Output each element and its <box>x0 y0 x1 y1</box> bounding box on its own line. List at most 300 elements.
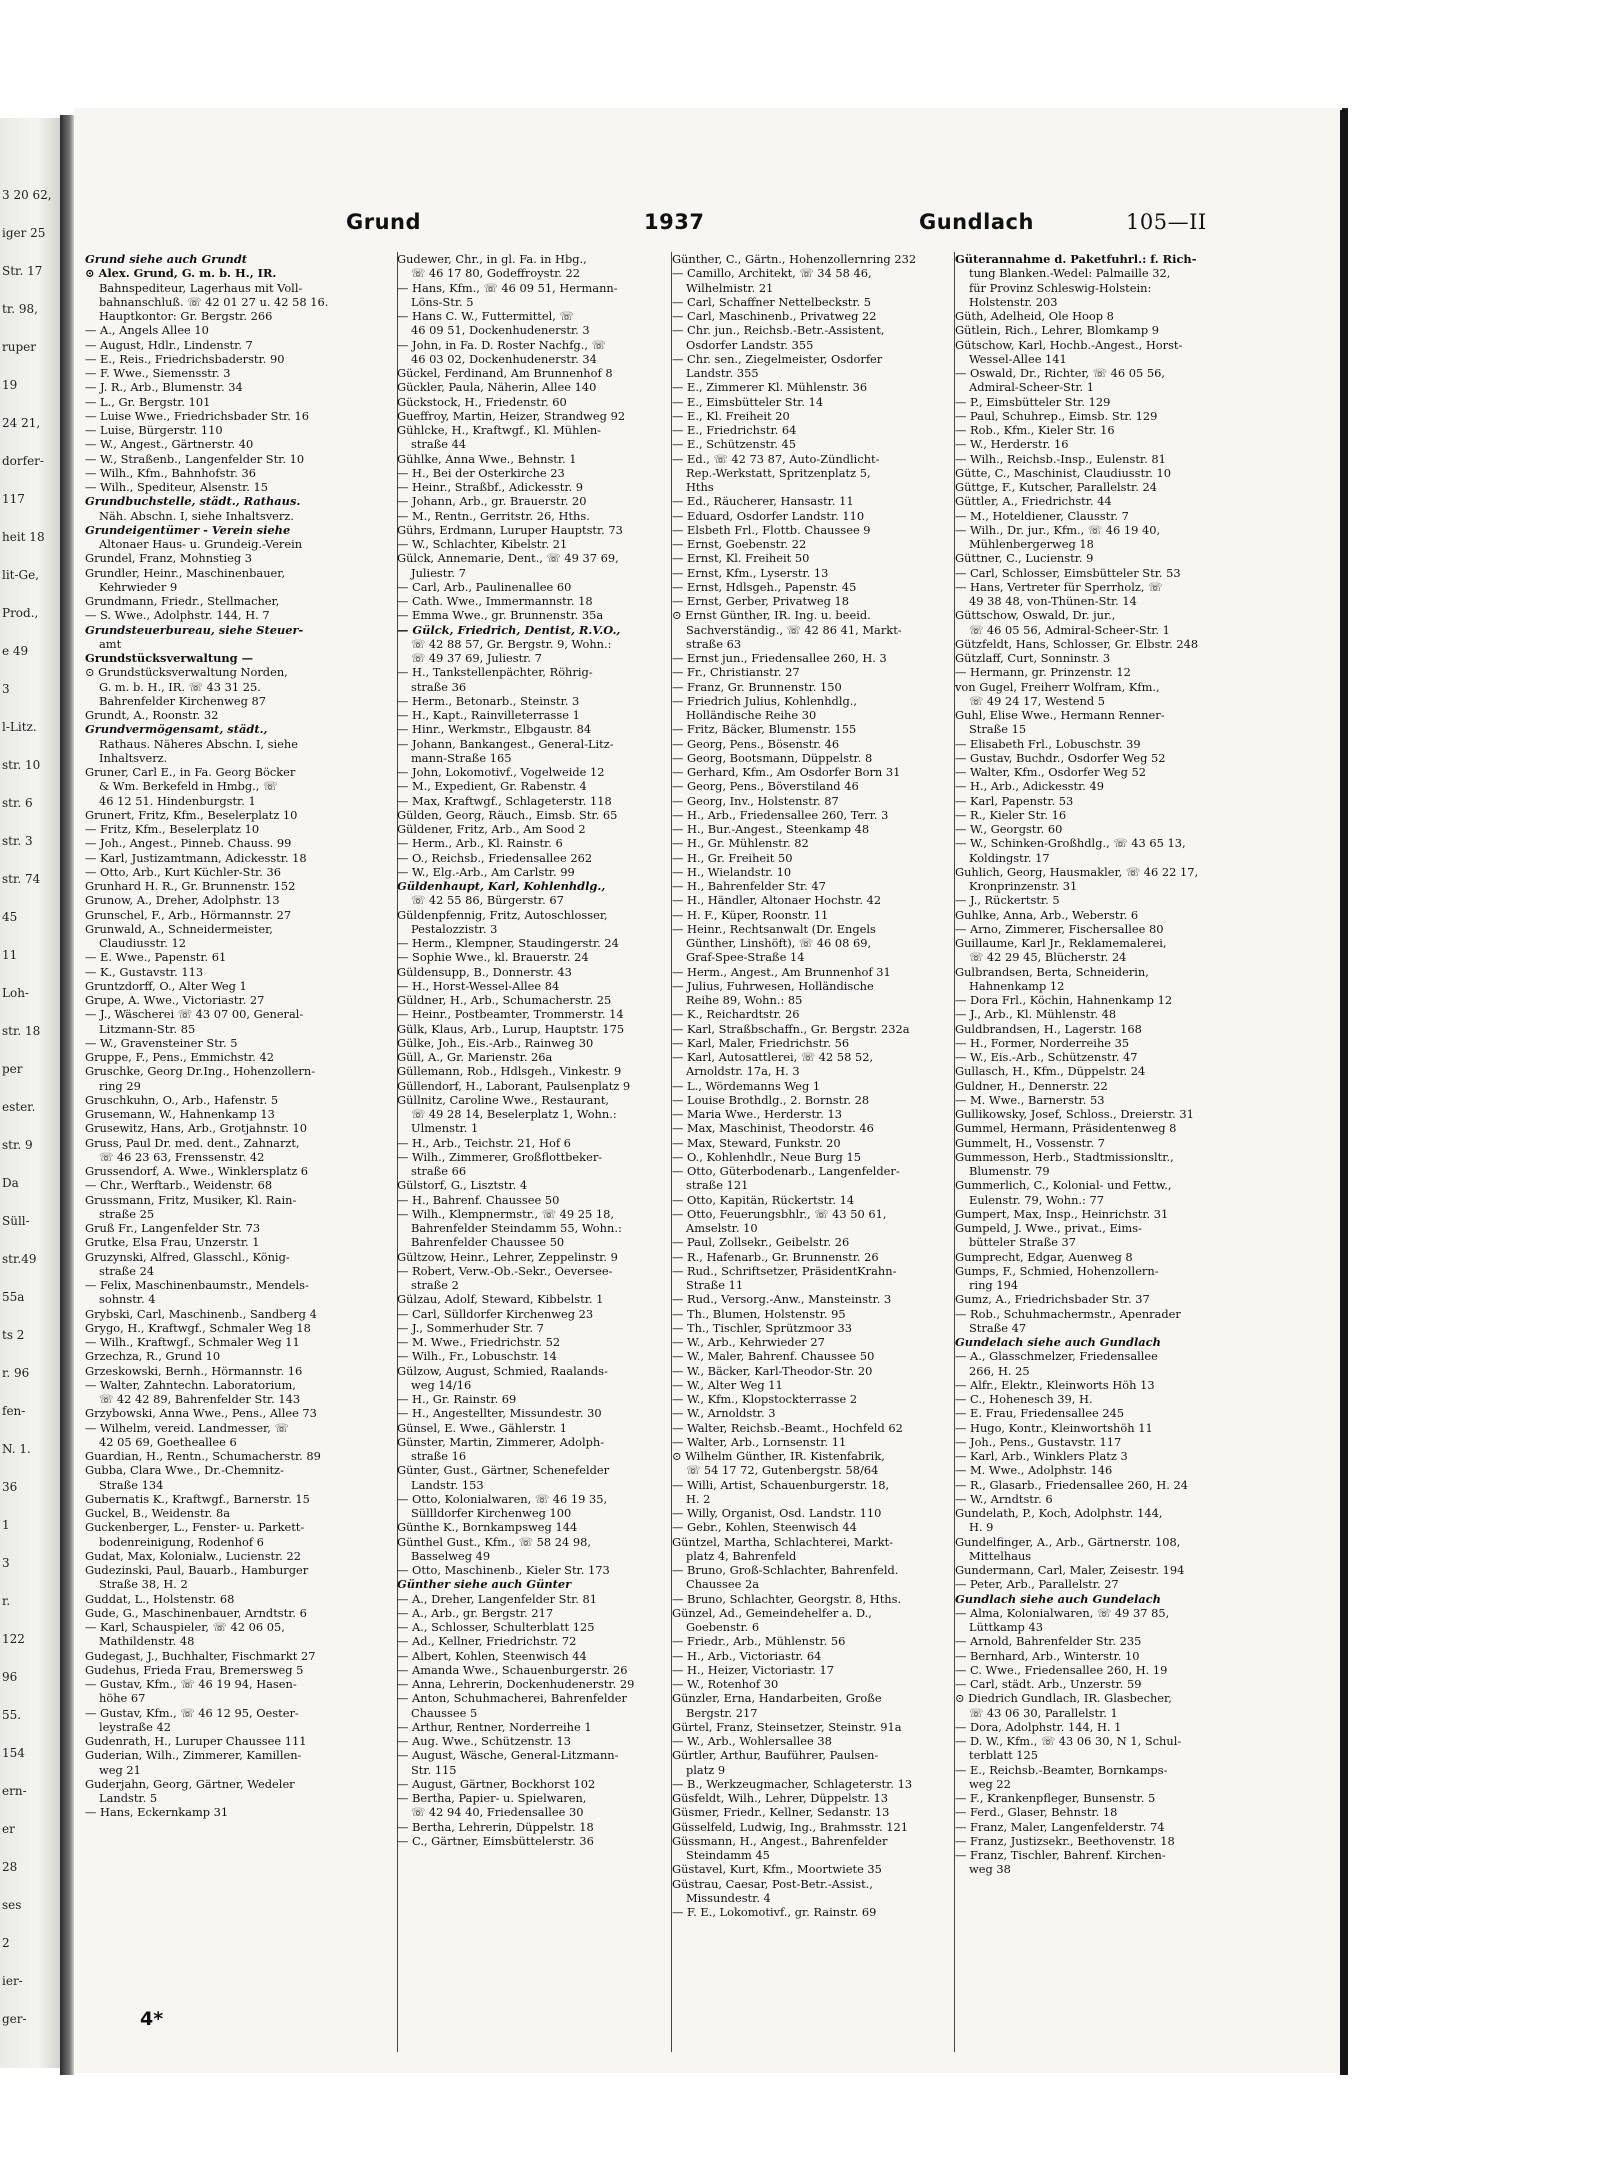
directory-entry-line: — H., Angestellter, Missundestr. 30 <box>397 1406 602 1421</box>
previous-page-fragment: ier- <box>2 1974 23 1988</box>
directory-entry-line: Guddat, L., Holstenstr. 68 <box>85 1591 235 1606</box>
directory-entry-line: Gühlcke, H., Kraftwgf., Kl. Mühlen- <box>397 423 602 437</box>
directory-entry-line: Güldenpfennig, Fritz, Autoschlosser, <box>397 907 608 922</box>
directory-entry-line: straße 25 <box>99 1206 155 1221</box>
book-gutter <box>60 115 74 2075</box>
directory-entry-line: — Anton, Schuhmacherei, Bahrenfelder <box>397 1691 627 1706</box>
directory-entry-line: — M., Expedient, Gr. Rabenstr. 4 <box>397 779 587 794</box>
previous-page-fragment: ester. <box>2 1100 36 1114</box>
directory-entry-line: Grussendorf, A. Wwe., Winklersplatz 6 <box>85 1164 309 1178</box>
directory-entry-line: — Karl, Maler, Friedrichstr. 56 <box>672 1035 850 1050</box>
directory-entry-line: — W., Georgstr. 60 <box>955 822 1063 836</box>
directory-entry-line: — M. Wwe., Friedrichstr. 52 <box>397 1335 561 1349</box>
directory-entry-line: — E., Zimmerer Kl. Mühlenstr. 36 <box>672 380 868 395</box>
directory-entry-line: — J., Wäscherei ☏ 43 07 00, General- <box>85 1007 304 1022</box>
directory-entry-line: — P., Eimsbütteler Str. 129 <box>955 394 1111 409</box>
directory-entry-line: Mathildenstr. 48 <box>99 1634 195 1649</box>
directory-entry-line: — R., Kieler Str. 16 <box>955 807 1067 822</box>
directory-entry-line: Güttler, A., Friedrichstr. 44 <box>955 494 1112 509</box>
directory-entry-line: — Max, Maschinist, Theodorstr. 46 <box>672 1121 874 1136</box>
directory-entry-line: — E., Friedrichstr. 64 <box>672 423 797 437</box>
directory-entry-line: — Bruno, Groß-Schlachter, Bahrenfeld. <box>672 1563 899 1577</box>
directory-entry-line: — W., Herderstr. 16 <box>955 437 1069 452</box>
directory-entry-line: Güterannahme d. Paketfuhrl.: f. Rich- <box>955 252 1197 266</box>
directory-entry-line: — Gustav, Kfm., ☏ 46 12 95, Oester- <box>85 1705 299 1720</box>
directory-entry-line: — Th., Blumen, Holstenstr. 95 <box>672 1306 846 1321</box>
directory-entry-line: Grunert, Fritz, Kfm., Beselerplatz 10 <box>85 807 298 822</box>
directory-entry-line: — Carl, Sülldorfer Kirchenweg 23 <box>397 1306 594 1321</box>
directory-entry-line: — F. E., Lokomotivf., gr. Rainstr. 69 <box>672 1905 877 1919</box>
directory-entry-line: — Aug. Wwe., Schützenstr. 13 <box>397 1734 572 1748</box>
directory-entry-line: — F., Krankenpfleger, Bunsenstr. 5 <box>955 1791 1156 1805</box>
previous-page-fragment: ern- <box>2 1784 27 1798</box>
directory-entry-line: — E., Reis., Friedrichsbaderstr. 90 <box>85 351 285 366</box>
directory-entry-line: — H., Heizer, Victoriastr. 17 <box>672 1662 835 1677</box>
directory-entry-line: Grzybowski, Anna Wwe., Pens., Allee 73 <box>85 1406 317 1421</box>
directory-entry-line: 46 12 51. Hindenburgstr. 1 <box>99 793 256 808</box>
previous-page-fragment: str. 18 <box>2 1024 41 1038</box>
directory-entry-line: — O., Kohlenhdlr., Neue Burg 15 <box>672 1149 861 1164</box>
directory-entry-line: ring 194 <box>969 1278 1019 1292</box>
previous-page-fragment: Süll- <box>2 1214 30 1228</box>
directory-entry-line: Grzeskowski, Bernh., Hörmannstr. 16 <box>85 1363 303 1378</box>
directory-entry-line: — Fritz, Kfm., Beselerplatz 10 <box>85 822 260 836</box>
directory-entry-line: — Johann, Arb., gr. Brauerstr. 20 <box>397 494 587 509</box>
directory-entry-line: — H., Tankstellenpächter, Röhrig- <box>397 665 593 680</box>
directory-entry-line: Gubernatis K., Kraftwgf., Barnerstr. 15 <box>85 1491 310 1506</box>
directory-entry-line: — W., Elg.-Arb., Am Carlstr. 99 <box>397 864 575 879</box>
directory-entry-line: H. 2 <box>686 1491 711 1506</box>
directory-entry-line: ☏ 46 23 63, Frenssenstr. 42 <box>99 1149 265 1164</box>
directory-entry-line: — Peter, Arb., Parallelstr. 27 <box>955 1577 1119 1592</box>
directory-entry-line: — Max, Steward, Funkstr. 20 <box>672 1135 841 1150</box>
directory-entry-line: Grundel, Franz, Mohnstieg 3 <box>85 551 253 566</box>
previous-page-fragment: 96 <box>2 1670 18 1684</box>
directory-entry-line: Gülstorf, G., Lisztstr. 4 <box>397 1178 528 1193</box>
header-last-entry: Gundlach <box>919 210 1034 234</box>
directory-entry-line: Grundeigentümer - Verein siehe <box>85 522 291 537</box>
directory-entry-line: — August, Hdlr., Lindenstr. 7 <box>85 337 253 352</box>
directory-entry-line: weg 38 <box>969 1862 1011 1877</box>
directory-entry-line: — W., Maler, Bahrenf. Chaussee 50 <box>672 1349 875 1364</box>
directory-entry-line: Grzechza, R., Grund 10 <box>85 1349 221 1364</box>
directory-entry-line: — Ernst, Goebenstr. 22 <box>672 537 807 551</box>
directory-entry-line: ☏ 49 28 14, Beselerplatz 1, Wohn.: <box>411 1107 617 1121</box>
directory-entry-line: — Otto, Kapitän, Rückertstr. 14 <box>672 1192 855 1207</box>
directory-entry-line: — C., Hohenesch 39, H. <box>955 1392 1093 1406</box>
directory-entry-line: — Dora, Adolphstr. 144, H. 1 <box>955 1719 1122 1734</box>
directory-entry-line: Güssmann, H., Angest., Bahrenfelder <box>672 1833 888 1848</box>
directory-entry-line: — W., Arndtstr. 6 <box>955 1491 1053 1506</box>
directory-entry-line: Güstavel, Kurt, Kfm., Moortwiete 35 <box>672 1862 882 1877</box>
directory-entry-line: Wessel-Allee 141 <box>969 351 1067 366</box>
directory-entry-line: Gückstock, H., Friedenstr. 60 <box>397 394 567 409</box>
directory-entry-line: Grupe, A. Wwe., Victoriastr. 27 <box>85 993 265 1007</box>
previous-page-fragment: lit-Ge, <box>2 568 40 582</box>
directory-entry-line: — A., Arb., gr. Bergstr. 217 <box>397 1605 554 1620</box>
directory-entry-line: — K., Gustavstr. 113 <box>85 964 204 979</box>
directory-entry-line: Guckel, B., Weidenstr. 8a <box>85 1506 231 1520</box>
directory-entry-line: Gühlke, Anna Wwe., Behnstr. 1 <box>397 451 577 466</box>
directory-entry-line: Güllnitz, Caroline Wwe., Restaurant, <box>397 1092 610 1107</box>
directory-entry-line: Gudewer, Chr., in gl. Fa. in Hbg., <box>397 252 587 266</box>
directory-entry-line: Rathaus. Näheres Abschn. I, siehe <box>99 736 298 751</box>
directory-entry-line: — Ad., Kellner, Friedrichstr. 72 <box>397 1634 577 1649</box>
directory-entry-line: — Ernst, Hdlsgeh., Papenstr. 45 <box>672 579 857 594</box>
directory-entry-line: — H., Bei der Osterkirche 23 <box>397 465 565 480</box>
directory-entry-line: — Chr. jun., Reichsb.-Betr.-Assistent, <box>672 323 885 338</box>
directory-entry-line: — M., Rentn., Gerritstr. 26, Hths. <box>397 508 590 523</box>
directory-entry-line: — Louise Brothdlg., 2. Bornstr. 28 <box>672 1092 870 1107</box>
directory-entry-line: — D. W., Kfm., ☏ 43 06 30, N 1, Schul- <box>955 1734 1182 1748</box>
directory-entry-line: Reihe 89, Wohn.: 85 <box>686 993 803 1007</box>
directory-entry-line: — Camillo, Architekt, ☏ 34 58 46, <box>672 266 872 281</box>
directory-entry-line: Gruschkuhn, O., Arb., Hafenstr. 5 <box>85 1092 279 1107</box>
directory-entry-line: Lüttkamp 43 <box>969 1620 1043 1634</box>
directory-entry-line: ☏ 42 42 89, Bahrenfelder Str. 143 <box>99 1392 301 1406</box>
previous-page-fragment: 117 <box>2 492 25 506</box>
previous-page-fragment: ruper <box>2 340 36 354</box>
directory-entry-line: Gundelath, P., Koch, Adolphstr. 144, <box>955 1506 1163 1520</box>
directory-entry-line: Grundvermögensamt, städt., <box>85 722 268 737</box>
previous-page-fragment: Loh- <box>2 986 29 1000</box>
directory-entry-line: Koldingstr. 17 <box>969 850 1050 865</box>
directory-entry-line: — Arno, Zimmerer, Fischersallee 80 <box>955 921 1164 936</box>
directory-entry-line: — O., Reichsb., Friedensallee 262 <box>397 850 593 865</box>
directory-entry-line: Str. 115 <box>411 1762 457 1777</box>
directory-entry-line: Günthel Gust., Kfm., ☏ 58 24 98, <box>397 1534 592 1549</box>
directory-entry-line: Gudehus, Frieda Frau, Bremersweg 5 <box>85 1662 304 1677</box>
directory-entry-line: 42 05 69, Goetheallee 6 <box>99 1434 237 1449</box>
directory-entry-line: Kehrwieder 9 <box>99 579 178 594</box>
directory-entry-line: straße 36 <box>411 679 467 694</box>
directory-entry-line: — Franz, Gr. Brunnenstr. 150 <box>672 679 842 694</box>
directory-entry-line: Grundmann, Friedr., Stellmacher, <box>85 594 280 608</box>
directory-entry-line: ☏ 54 17 72, Gutenbergstr. 58/64 <box>686 1463 879 1478</box>
directory-entry-line: — Carl, Schlosser, Eimsbütteler Str. 53 <box>955 565 1181 580</box>
previous-page-fragment: str. 74 <box>2 872 41 886</box>
directory-entry-line: Gummesson, Herb., Stadtmissionsltr., <box>955 1149 1174 1164</box>
directory-entry-line: — R., Hafenarb., Gr. Brunnenstr. 26 <box>672 1249 879 1264</box>
directory-entry-line: — A., Glasschmelzer, Friedensallee <box>955 1349 1158 1364</box>
directory-entry-line: — Chr., Werftarb., Weidenstr. 68 <box>85 1178 273 1193</box>
directory-entry-line: Grunschel, F., Arb., Hörmannstr. 27 <box>85 907 292 922</box>
directory-entry-line: — Joh., Angest., Pinneb. Chauss. 99 <box>85 836 292 851</box>
directory-entry-line: — Robert, Verw.-Ob.-Sekr., Oeversee- <box>397 1263 613 1278</box>
directory-entry-line: — W., Arb., Wohlersallee 38 <box>672 1734 832 1748</box>
directory-entry-line: — K., Reichardtstr. 26 <box>672 1007 800 1022</box>
directory-entry-line: Gumz, A., Friedrichsbader Str. 37 <box>955 1292 1150 1307</box>
directory-entry-line: Günzler, Erna, Handarbeiten, Große <box>672 1691 882 1706</box>
directory-entry-line: Straße 47 <box>969 1320 1027 1335</box>
directory-entry-line: — Ferd., Glaser, Behnstr. 18 <box>955 1805 1118 1820</box>
directory-entry-line: Grundsteuerbureau, siehe Steuer- <box>85 622 304 637</box>
directory-column-1 <box>85 252 398 1820</box>
directory-entry-line: Günsel, E. Wwe., Gählerstr. 1 <box>397 1420 568 1435</box>
previous-page-fragment: 36 <box>2 1480 18 1494</box>
directory-entry-line: — H., Arb., Victoriastr. 64 <box>672 1648 822 1663</box>
directory-entry-line: bodenreinigung, Rodenhof 6 <box>99 1534 264 1549</box>
directory-entry-line: Günther, C., Gärtn., Hohenzollernring 232 <box>672 252 917 266</box>
previous-page-fragment: 122 <box>2 1632 25 1646</box>
directory-entry-line: — E., Kl. Freiheit 20 <box>672 408 790 423</box>
previous-page-fragment: 1 <box>2 1518 10 1532</box>
directory-entry-line: — Karl, Papenstr. 53 <box>955 793 1074 808</box>
previous-page-fragment: 55a <box>2 1290 25 1304</box>
directory-entry-line: straße 2 <box>411 1278 459 1292</box>
header-first-entry: Grund <box>346 210 422 234</box>
directory-entry-line: Guldner, H., Dennerstr. 22 <box>955 1078 1108 1093</box>
previous-page-fragment: str. 9 <box>2 1138 33 1152</box>
directory-entry-line: Chaussee 2a <box>686 1577 760 1592</box>
directory-entry-line: Guldbrandsen, H., Lagerstr. 168 <box>955 1021 1142 1036</box>
directory-entry-line: Mittelhaus <box>969 1548 1032 1563</box>
directory-entry-line: — Hinr., Werkmstr., Elbgaustr. 84 <box>397 722 592 737</box>
previous-page-fragment: str. 10 <box>2 758 41 772</box>
directory-entry-line: Sachverständig., ☏ 42 86 41, Markt- <box>686 622 902 637</box>
header-year: 1937 <box>644 210 705 234</box>
directory-entry-line: — Emma Wwe., gr. Brunnenstr. 35a <box>397 608 604 623</box>
directory-entry-line: Goebenstr. 6 <box>686 1620 760 1634</box>
directory-entry-line: Guhlich, Georg, Hausmakler, ☏ 46 22 17, <box>955 864 1199 879</box>
directory-entry-line: 266, H. 25 <box>969 1363 1030 1378</box>
directory-entry-line: Claudiusstr. 12 <box>99 936 186 950</box>
directory-entry-line: Guardian, H., Rentn., Schumacherstr. 89 <box>85 1449 321 1463</box>
directory-entry-line: Gummel, Hermann, Präsidentenweg 8 <box>955 1121 1177 1136</box>
directory-entry-line: Gülzau, Adolf, Steward, Kibbelstr. 1 <box>397 1292 604 1307</box>
directory-entry-line: Gruß Fr., Langenfelder Str. 73 <box>85 1221 261 1235</box>
directory-entry-line: Gueffroy, Martin, Heizer, Strandweg 92 <box>397 408 626 423</box>
directory-entry-line: — H., Horst-Wessel-Allee 84 <box>397 978 560 993</box>
previous-page-fragment: l-Litz. <box>2 720 37 734</box>
directory-entry-line: Guhlke, Anna, Arb., Weberstr. 6 <box>955 907 1139 922</box>
directory-entry-line: Chaussee 5 <box>411 1705 478 1720</box>
previous-page-fragment: per <box>2 1062 23 1076</box>
previous-page-fragment: 3 20 62, <box>2 188 52 202</box>
directory-entry-line: — Franz, Justizsekr., Beethovenstr. 18 <box>955 1833 1175 1848</box>
directory-entry-line: Günster, Martin, Zimmerer, Adolph- <box>397 1434 605 1449</box>
directory-entry-line: Gülke, Joh., Eis.-Arb., Rainweg 30 <box>397 1035 594 1050</box>
directory-entry-line: — C. Wwe., Friedensallee 260, H. 19 <box>955 1662 1168 1677</box>
directory-entry-line: — H., Bur.-Angest., Steenkamp 48 <box>672 822 870 836</box>
directory-entry-line: — August, Wäsche, General-Litzmann- <box>397 1748 619 1763</box>
directory-entry-line: Gürtler, Arthur, Bauführer, Paulsen- <box>672 1748 879 1763</box>
directory-entry-line: — Wilh., Kraftwgf., Schmaler Weg 11 <box>85 1335 300 1349</box>
directory-entry-line: Gülck, Annemarie, Dent., ☏ 49 37 69, <box>397 551 619 566</box>
directory-entry-line: — Ernst, Kfm., Lyserstr. 13 <box>672 565 829 580</box>
directory-entry-line: Bahrenfelder Kirchenweg 87 <box>99 693 267 708</box>
directory-entry-line: — H., Gr. Rainstr. 69 <box>397 1392 517 1406</box>
directory-entry-line: Straße 38, H. 2 <box>99 1577 188 1592</box>
directory-entry-line: Grundstücksverwaltung — <box>85 651 253 665</box>
directory-entry-line: Grunow, A., Dreher, Adolphstr. 13 <box>85 893 280 908</box>
directory-entry-line: — Albert, Kohlen, Steenwisch 44 <box>397 1648 587 1663</box>
directory-entry-line: Gummelt, H., Vossenstr. 7 <box>955 1135 1105 1150</box>
directory-entry-line: amt <box>99 636 122 651</box>
directory-entry-line: mann-Straße 165 <box>411 750 512 765</box>
directory-entry-line: Grund siehe auch Grundt <box>85 252 248 266</box>
directory-entry-line: Basselweg 49 <box>411 1548 491 1563</box>
directory-entry-line: G. m. b. H., IR. ☏ 43 31 25. <box>99 679 261 694</box>
directory-entry-line: ⊙ Wilhelm Günther, IR. Kistenfabrik, <box>672 1449 885 1463</box>
directory-entry-line: Gundelfinger, A., Arb., Gärtnerstr. 108, <box>955 1534 1181 1549</box>
previous-page-fragment: er <box>2 1822 15 1836</box>
directory-entry-line: — Bertha, Papier- u. Spielwaren, <box>397 1791 587 1805</box>
directory-entry-line: Gundlach siehe auch Gundelach <box>955 1591 1161 1606</box>
directory-entry-line: Grusemann, W., Hahnenkamp 13 <box>85 1107 275 1121</box>
directory-entry-line: — W., Kfm., Klopstockterrasse 2 <box>672 1392 858 1406</box>
directory-entry-line: — John, in Fa. D. Roster Nachfg., ☏ <box>397 337 606 352</box>
directory-column-4 <box>955 252 1235 1877</box>
directory-column-2 <box>397 252 672 1848</box>
directory-entry-line: straße 16 <box>411 1449 467 1463</box>
directory-entry-line: ⊙ Ernst Günther, IR. Ing. u. beeid. <box>672 608 871 623</box>
directory-entry-line: — Rob., Kfm., Kieler Str. 16 <box>955 423 1115 437</box>
directory-entry-line: — Carl, städt. Arb., Unzerstr. 59 <box>955 1677 1142 1691</box>
directory-entry-line: ☏ 42 94 40, Friedensallee 30 <box>411 1805 584 1820</box>
directory-entry-line: — Bruno, Schlachter, Georgstr. 8, Hths. <box>672 1591 902 1606</box>
directory-entry-line: ☏ 42 88 57, Gr. Bergstr. 9, Wohn.: <box>411 636 612 651</box>
directory-entry-line: Bahrenfelder Chaussee 50 <box>411 1235 565 1250</box>
directory-entry-line: Gudezinski, Paul, Bauarb., Hamburger <box>85 1563 309 1577</box>
previous-page-fragment: r. 96 <box>2 1366 30 1380</box>
directory-entry-line: — Heinr., Straßbf., Adickesstr. 9 <box>397 480 584 494</box>
directory-entry-line: Gülk, Klaus, Arb., Lurup, Hauptstr. 175 <box>397 1021 625 1036</box>
directory-entry-line: — Hans, Vertreter für Sperrholz, ☏ <box>955 579 1163 594</box>
directory-entry-line: — Carl, Maschinenb., Privatweg 22 <box>672 309 877 323</box>
directory-entry-line: straße 121 <box>686 1178 749 1193</box>
directory-entry-line: ☏ 46 17 80, Godeffroystr. 22 <box>411 266 581 281</box>
directory-entry-line: Grundt, A., Roonstr. 32 <box>85 708 219 722</box>
directory-entry-line: — W., Eis.-Arb., Schützenstr. 47 <box>955 1050 1138 1064</box>
directory-entry-line: ⊙ Alex. Grund, G. m. b. H., IR. <box>85 266 277 281</box>
directory-entry-line: Guckenberger, L., Fenster- u. Parkett- <box>85 1520 305 1535</box>
directory-entry-line: — Gebr., Kohlen, Steenwisch 44 <box>672 1520 857 1535</box>
directory-entry-line: Gundelach siehe auch Gundlach <box>955 1335 1161 1349</box>
directory-entry-line: weg 14/16 <box>411 1377 472 1392</box>
directory-entry-line: Guderian, Wilh., Zimmerer, Kamillen- <box>85 1748 302 1763</box>
directory-entry-line: — J. R., Arb., Blumenstr. 34 <box>85 380 243 395</box>
previous-page-fragment: 3 <box>2 1556 10 1570</box>
previous-page-fragment: N. 1. <box>2 1442 31 1456</box>
directory-entry-line: — H., Arb., Adickesstr. 49 <box>955 779 1105 794</box>
directory-entry-line: — Otto, Maschinenb., Kieler Str. 173 <box>397 1563 610 1577</box>
previous-page-fragment: 2 <box>2 1936 10 1950</box>
directory-entry-line: — A., Angels Allee 10 <box>85 323 209 338</box>
directory-entry-line: — Friedr., Arb., Mühlenstr. 56 <box>672 1634 846 1649</box>
directory-entry-line: Inhaltsverz. <box>99 750 168 765</box>
directory-entry-line: Gruntzdorff, O., Alter Weg 1 <box>85 978 247 993</box>
previous-page-fragment: tr. 98, <box>2 302 38 316</box>
directory-entry-line: — Rud., Versorg.-Anw., Mansteinstr. 3 <box>672 1292 892 1307</box>
directory-entry-line: — Arthur, Rentner, Norderreihe 1 <box>397 1719 592 1734</box>
previous-page-fragment: fen- <box>2 1404 26 1418</box>
directory-entry-line: — H., Kapt., Rainvilleterrasse 1 <box>397 708 580 722</box>
directory-entry-line: — John, Lokomotivf., Vogelweide 12 <box>397 765 605 779</box>
directory-entry-line: — Herm., Klempner, Staudingerstr. 24 <box>397 936 619 950</box>
directory-entry-line: — S. Wwe., Adolphstr. 144, H. 7 <box>85 608 270 623</box>
directory-entry-line: — Bernhard, Arb., Winterstr. 10 <box>955 1648 1140 1663</box>
directory-entry-line: ☏ 49 24 17, Westend 5 <box>969 693 1106 708</box>
directory-entry-line: — E. Frau, Friedensallee 245 <box>955 1406 1125 1421</box>
directory-entry-line: — Max, Kraftwgf., Schlageterstr. 118 <box>397 793 612 808</box>
directory-entry-line: — Luise Wwe., Friedrichsbader Str. 16 <box>85 408 309 423</box>
directory-entry-line: — Alfr., Elektr., Kleinworts Höh 13 <box>955 1377 1155 1392</box>
directory-entry-line: sohnstr. 4 <box>99 1292 156 1307</box>
directory-entry-line: Altonaer Haus- u. Grundeig.-Verein <box>99 537 303 551</box>
directory-entry-line: — Heinr., Rechtsanwalt (Dr. Engels <box>672 921 876 936</box>
directory-entry-line: — F. Wwe., Siemensstr. 3 <box>85 366 231 380</box>
directory-entry-line: — Felix, Maschinenbaumstr., Mendels- <box>85 1278 309 1292</box>
directory-entry-line: Güttschow, Oswald, Dr. jur., <box>955 608 1116 623</box>
directory-entry-line: Güstrau, Caesar, Post-Betr.-Assist., <box>672 1876 873 1891</box>
directory-entry-line: — Herm., Betonarb., Steinstr. 3 <box>397 693 580 708</box>
directory-entry-line: Gudat, Max, Kolonialw., Lucienstr. 22 <box>85 1548 302 1563</box>
previous-page-fragment: dorfer- <box>2 454 44 468</box>
directory-entry-line: — Paul, Schuhrep., Eimsb. Str. 129 <box>955 408 1158 423</box>
previous-page-fragment: 24 21, <box>2 416 41 430</box>
directory-entry-line: 49 38 48, von-Thünen-Str. 14 <box>969 594 1137 608</box>
directory-entry-line: — M. Wwe., Adolphstr. 146 <box>955 1463 1113 1478</box>
directory-entry-line: Straße 11 <box>686 1278 744 1292</box>
previous-page-fragment: Str. 17 <box>2 264 43 278</box>
directory-entry-line: — Carl, Schaffner Nettelbeckstr. 5 <box>672 294 872 309</box>
directory-entry-line: Löns-Str. 5 <box>411 294 474 309</box>
directory-entry-line: Güldenhaupt, Karl, Kohlenhdlg., <box>397 879 606 893</box>
directory-entry-line: bahnanschluß. ☏ 42 01 27 u. 42 58 16. <box>99 294 329 309</box>
directory-entry-line: — Otto, Arb., Kurt Küchler-Str. 36 <box>85 864 281 879</box>
directory-entry-line: — Rob., Schuhmachermstr., Apenrader <box>955 1306 1181 1321</box>
directory-entry-line: — E. Wwe., Papenstr. 61 <box>85 950 227 965</box>
directory-entry-line: Günther siehe auch Günter <box>397 1577 572 1592</box>
directory-entry-line: — J., Rückertstr. 5 <box>955 893 1060 908</box>
directory-entry-line: — W., Alter Weg 11 <box>672 1377 783 1392</box>
directory-entry-line: — W., Straßenb., Langenfelder Str. 10 <box>85 451 305 466</box>
directory-entry-line: — Hans, Kfm., ☏ 46 09 51, Hermann- <box>397 280 618 295</box>
directory-entry-line: Gürtel, Franz, Steinsetzer, Steinstr. 91a <box>672 1719 902 1734</box>
directory-entry-line: Günther, Linshöft), ☏ 46 08 69, <box>686 936 872 950</box>
directory-entry-line: Gütte, C., Maschinist, Claudiusstr. 10 <box>955 465 1171 480</box>
directory-entry-line: — Cath. Wwe., Immermannstr. 18 <box>397 594 593 608</box>
directory-entry-line: Guderjahn, Georg, Gärtner, Wedeler <box>85 1776 295 1791</box>
directory-entry-line: ☏ 43 06 30, Parallelstr. 1 <box>969 1705 1118 1720</box>
directory-entry-line: Wilhelmistr. 21 <box>686 280 774 295</box>
directory-entry-line: — Georg, Bootsmann, Düppelstr. 8 <box>672 750 873 765</box>
directory-entry-line: Grutke, Elsa Frau, Unzerstr. 1 <box>85 1235 260 1250</box>
directory-entry-line: Güth, Adelheid, Ole Hoop 8 <box>955 309 1114 323</box>
directory-entry-line: — Wilh., Spediteur, Alsenstr. 15 <box>85 480 269 494</box>
page-edge-shadow <box>1340 110 1348 2075</box>
directory-entry-line: — Walter, Arb., Lornsenstr. 11 <box>672 1434 847 1449</box>
directory-entry-line: — Wilh., Dr. jur., Kfm., ☏ 46 19 40, <box>955 522 1161 537</box>
directory-entry-line: — Chr. sen., Ziegelmeister, Osdorfer <box>672 351 883 366</box>
directory-entry-line: — H., Arb., Friedensallee 260, Terr. 3 <box>672 807 889 822</box>
directory-entry-line: Kronprinzenstr. 31 <box>969 879 1078 893</box>
directory-entry-line: Landstr. 5 <box>99 1791 158 1805</box>
directory-entry-line: — Willi, Artist, Schauenburgerstr. 18, <box>672 1477 890 1492</box>
directory-entry-line: Gumpert, Max, Insp., Heinrichstr. 31 <box>955 1206 1169 1221</box>
directory-entry-line: — H., Händler, Altonaer Hochstr. 42 <box>672 893 882 908</box>
directory-entry-line: — L., Wördemanns Weg 1 <box>672 1078 821 1093</box>
directory-entry-line: — Gülck, Friedrich, Dentist, R.V.O., <box>397 622 621 637</box>
directory-entry-line: — Sophie Wwe., kl. Brauerstr. 24 <box>397 950 589 965</box>
directory-entry-line: H. 9 <box>969 1520 994 1535</box>
previous-page-fragment: r. <box>2 1594 11 1608</box>
directory-entry-line: Näh. Abschn. I, siehe Inhaltsverz. <box>99 508 294 523</box>
directory-entry-line: für Provinz Schleswig-Holstein: <box>969 280 1152 295</box>
directory-entry-line: Gubba, Clara Wwe., Dr.-Chemnitz- <box>85 1463 284 1478</box>
directory-entry-line: — Wilhelm, vereid. Landmesser, ☏ <box>85 1420 289 1435</box>
